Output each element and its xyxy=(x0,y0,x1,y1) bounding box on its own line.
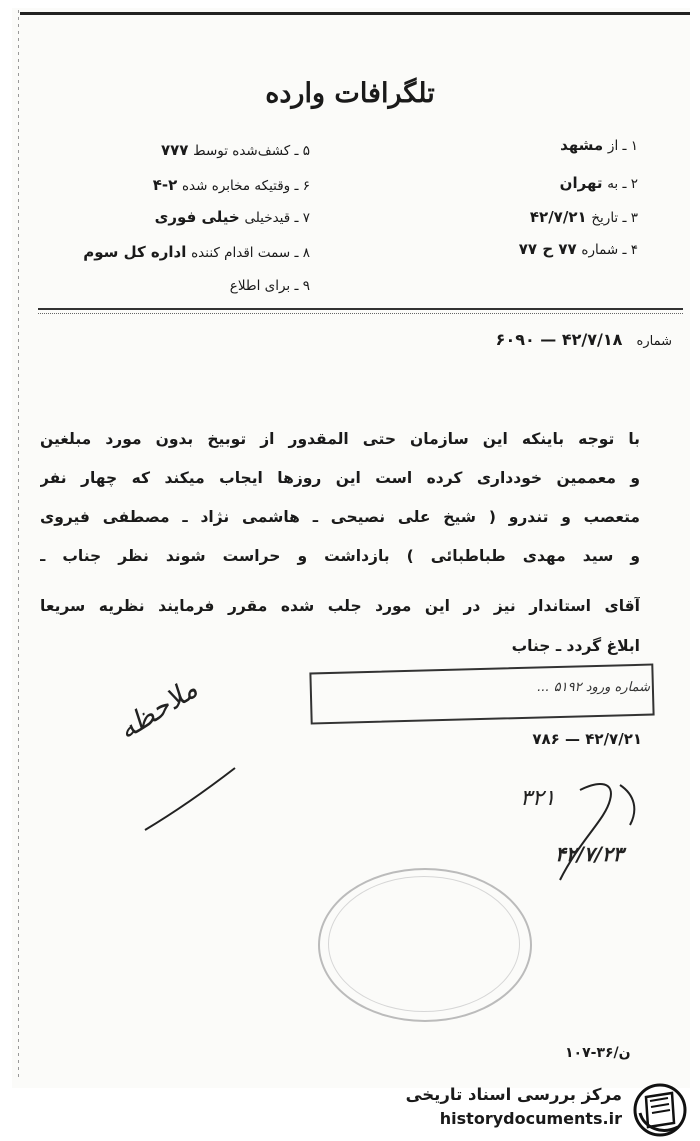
handwritten-date: ۴۲/۷/۲۳ xyxy=(555,842,624,866)
field-label: ۲ ـ به xyxy=(607,176,638,192)
handwritten-stroke xyxy=(140,760,240,840)
faded-seal-inner xyxy=(328,876,520,1012)
handwritten-signature-stroke xyxy=(520,770,670,890)
field-value: مشهد xyxy=(560,136,604,154)
body-line: متعصب و تندرو ( شیخ علی نصیحی ـ هاشمی نژاد ـ مصطفی فیروی xyxy=(40,508,640,526)
document-title: تلگرافات وارده xyxy=(265,78,435,109)
handwritten-note: ملاحظه xyxy=(112,671,204,746)
reference-number: ۴۲/۷/۲۱ — ۷۸۶ xyxy=(532,730,642,748)
field-for-info xyxy=(230,276,310,294)
footer-watermark xyxy=(388,1083,688,1137)
page-code: ن/۳۶-۱۰۷ xyxy=(565,1045,631,1061)
field-value: ۷۷ ح ۷۷ xyxy=(518,240,577,258)
field-value: خیلی فوری xyxy=(154,208,240,226)
stamp-text: شماره ورود ۵۱۹۲ ... xyxy=(537,680,650,695)
field-label: ۶ ـ وقتیکه مخابره شده xyxy=(181,178,310,194)
field-label: ۹ ـ برای اطلاع xyxy=(229,278,310,294)
body-line: و معممین خودداری کرده است این روزها ایجاب میکند که چهار نفر xyxy=(40,469,640,487)
field-decoded-by xyxy=(161,141,310,159)
field-label: ۳ ـ تاریخ xyxy=(591,210,638,226)
archive-logo-icon xyxy=(632,1083,688,1137)
field-number xyxy=(519,240,638,258)
page-edge xyxy=(18,10,19,1080)
field-value: ۴۲/۷/۲۱ xyxy=(529,208,587,226)
header-divider xyxy=(38,308,683,314)
field-action-office xyxy=(83,243,310,261)
field-to xyxy=(560,174,638,192)
field-from xyxy=(560,136,638,154)
field-label: ۸ ـ سمت اقدام کننده xyxy=(191,245,310,261)
footer-name: مرکز بررسی اسناد تاریخی xyxy=(405,1085,622,1104)
handwritten-initial: ۳۲۱ xyxy=(520,786,556,811)
footer-url: historydocuments.ir xyxy=(439,1109,622,1128)
field-sent-time xyxy=(153,176,310,194)
field-value: ۲-۴ xyxy=(152,176,178,194)
field-value: اداره کل سوم xyxy=(83,243,187,261)
field-label: ۵ ـ کشف‌شده توسط xyxy=(193,143,310,159)
body-line: و سید مهدی طباطبائی ) بازداشت و حراست شوند نظر جناب ـ xyxy=(40,547,640,565)
field-label: ۴ ـ شماره xyxy=(581,242,638,258)
field-value: ۷۷۷ xyxy=(160,141,189,159)
top-rule xyxy=(20,12,690,15)
field-date xyxy=(530,208,638,226)
field-label: ۱ ـ از xyxy=(607,138,638,154)
field-priority xyxy=(155,208,310,226)
number-label: شماره xyxy=(636,334,672,349)
body-line: آقای استاندار نیز در این مورد جلب شده مقرر فرمایند نظریه سریعا xyxy=(40,597,640,615)
number-value: ۴۲/۷/۱۸ — ۶۰۹۰ xyxy=(495,330,623,349)
field-label: ۷ ـ قید‌خیلی xyxy=(244,210,310,226)
outgoing-number xyxy=(496,330,672,349)
field-value: تهران xyxy=(559,174,603,192)
body-line: ابلاغ گردد ـ جناب xyxy=(511,637,640,655)
body-line: با توجه باینکه این سازمان حتی المقدور از توبیخ بدون مورد مبلغین xyxy=(40,430,640,448)
